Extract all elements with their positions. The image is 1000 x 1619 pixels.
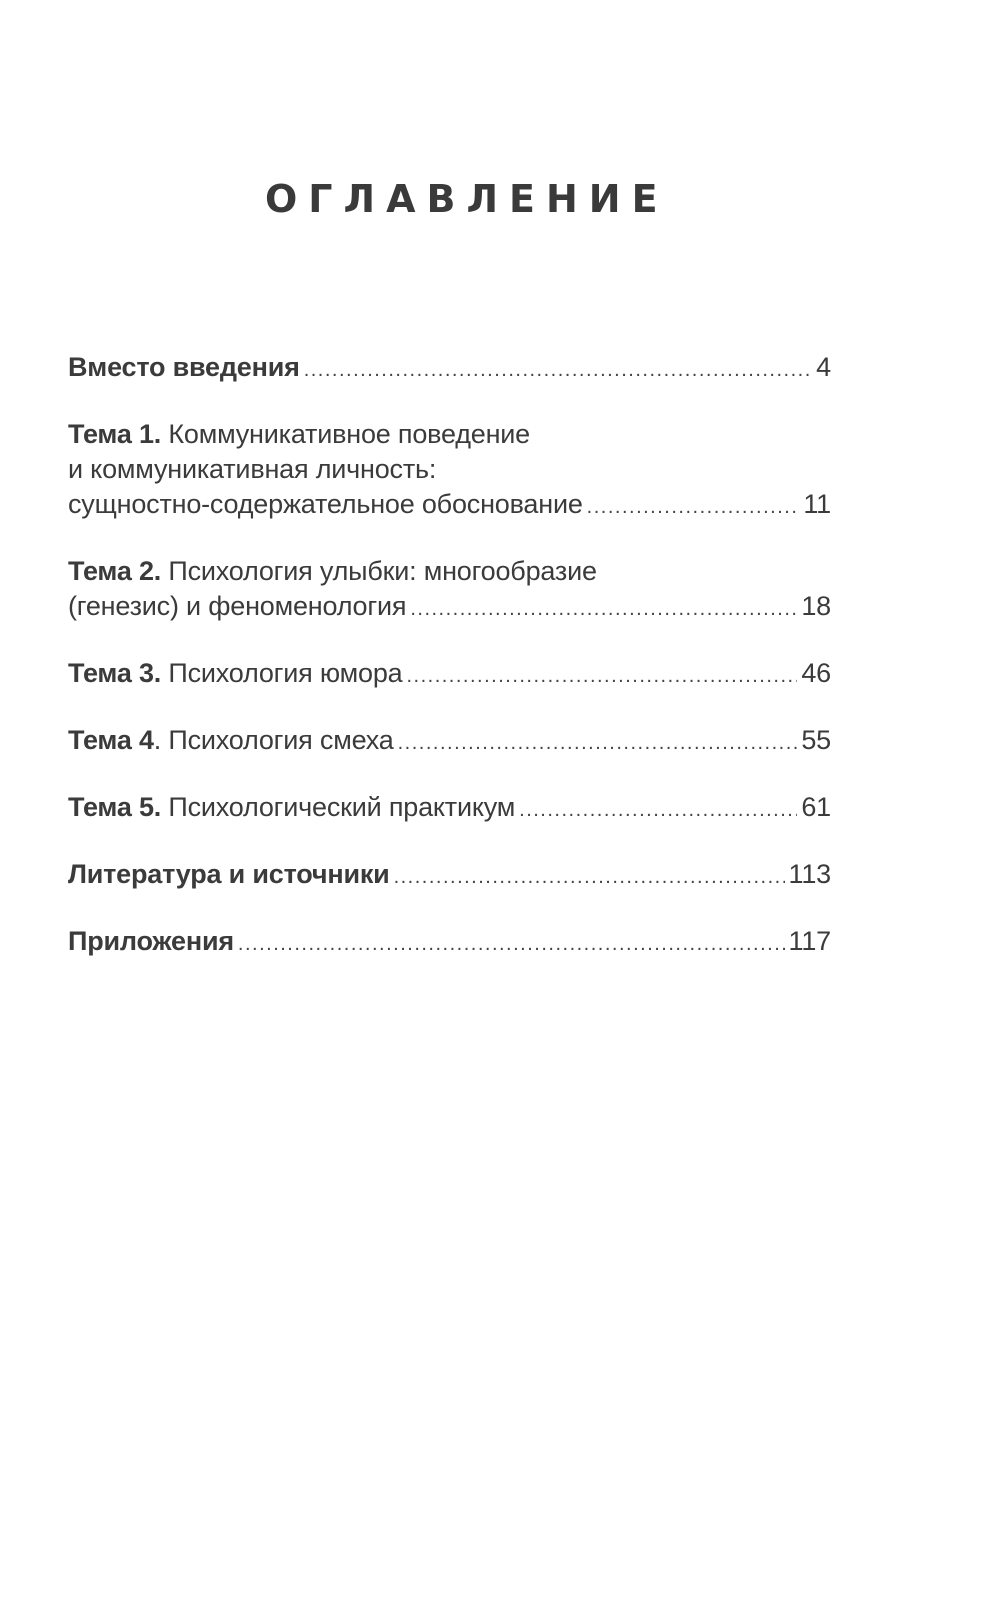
toc-line bbox=[68, 924, 831, 962]
toc-entry-appendices[interactable] bbox=[68, 924, 831, 962]
toc-entry-title-cont: и коммуникативная личность: bbox=[68, 454, 437, 484]
toc-entry-topic-5[interactable] bbox=[68, 790, 831, 828]
toc-topic-label: Тема 2. bbox=[68, 556, 162, 586]
toc-topic-label: Тема 4 bbox=[68, 725, 154, 755]
toc-entry-title-cont: (генезис) и феноменология bbox=[68, 591, 407, 621]
dot-leader bbox=[587, 490, 800, 525]
page-title: ОГЛАВЛЕНИЕ bbox=[265, 177, 669, 222]
toc-entry-topic-4[interactable] bbox=[68, 723, 831, 761]
toc-entry-title: Психология юмора bbox=[161, 658, 403, 688]
toc-page-number: 61 bbox=[801, 792, 831, 822]
toc-page-number: 113 bbox=[788, 859, 831, 889]
toc-entry-title: Литература и источники bbox=[68, 859, 390, 889]
toc-line bbox=[68, 487, 831, 525]
toc-page-number: 4 bbox=[816, 352, 831, 382]
toc-line bbox=[68, 723, 831, 761]
toc-page-number: 11 bbox=[803, 489, 831, 519]
toc-entry-title-cont: сущностно-содержательное обоснование bbox=[68, 489, 583, 519]
toc-line bbox=[68, 452, 831, 487]
dot-leader bbox=[519, 793, 797, 828]
toc-entry-title: Коммуникативное поведение bbox=[161, 419, 530, 449]
toc-entry-introduction[interactable] bbox=[68, 350, 831, 388]
toc-entry-title: Приложения bbox=[68, 926, 234, 956]
dot-leader bbox=[304, 353, 812, 388]
toc-entry-topic-1[interactable] bbox=[68, 417, 831, 525]
toc-line bbox=[68, 554, 831, 589]
dot-leader bbox=[394, 860, 785, 895]
toc-page-number: 18 bbox=[801, 591, 831, 621]
toc-entry-topic-2[interactable] bbox=[68, 554, 831, 627]
toc-entry-title: Психология улыбки: многообразие bbox=[161, 556, 597, 586]
toc-entry-title: Психологический практикум bbox=[161, 792, 516, 822]
toc-page-number: 55 bbox=[801, 725, 831, 755]
table-of-contents bbox=[68, 350, 831, 991]
dot-leader bbox=[238, 927, 785, 962]
toc-topic-label: Тема 5. bbox=[68, 792, 162, 822]
toc-topic-label: Тема 3. bbox=[68, 658, 162, 688]
toc-line bbox=[68, 790, 831, 828]
toc-page-number: 46 bbox=[801, 658, 831, 688]
toc-line bbox=[68, 857, 831, 895]
toc-entry-topic-3[interactable] bbox=[68, 656, 831, 694]
toc-line bbox=[68, 589, 831, 627]
toc-entry-literature[interactable] bbox=[68, 857, 831, 895]
toc-line bbox=[68, 417, 831, 452]
toc-entry-title: . Психология смеха bbox=[153, 725, 394, 755]
dot-leader bbox=[398, 726, 798, 761]
toc-line bbox=[68, 350, 831, 388]
dot-leader bbox=[406, 659, 797, 694]
toc-page-number: 117 bbox=[788, 926, 831, 956]
toc-topic-label: Тема 1. bbox=[68, 419, 162, 449]
toc-entry-title: Вместо введения bbox=[68, 352, 300, 382]
dot-leader bbox=[410, 592, 797, 627]
toc-line bbox=[68, 656, 831, 694]
